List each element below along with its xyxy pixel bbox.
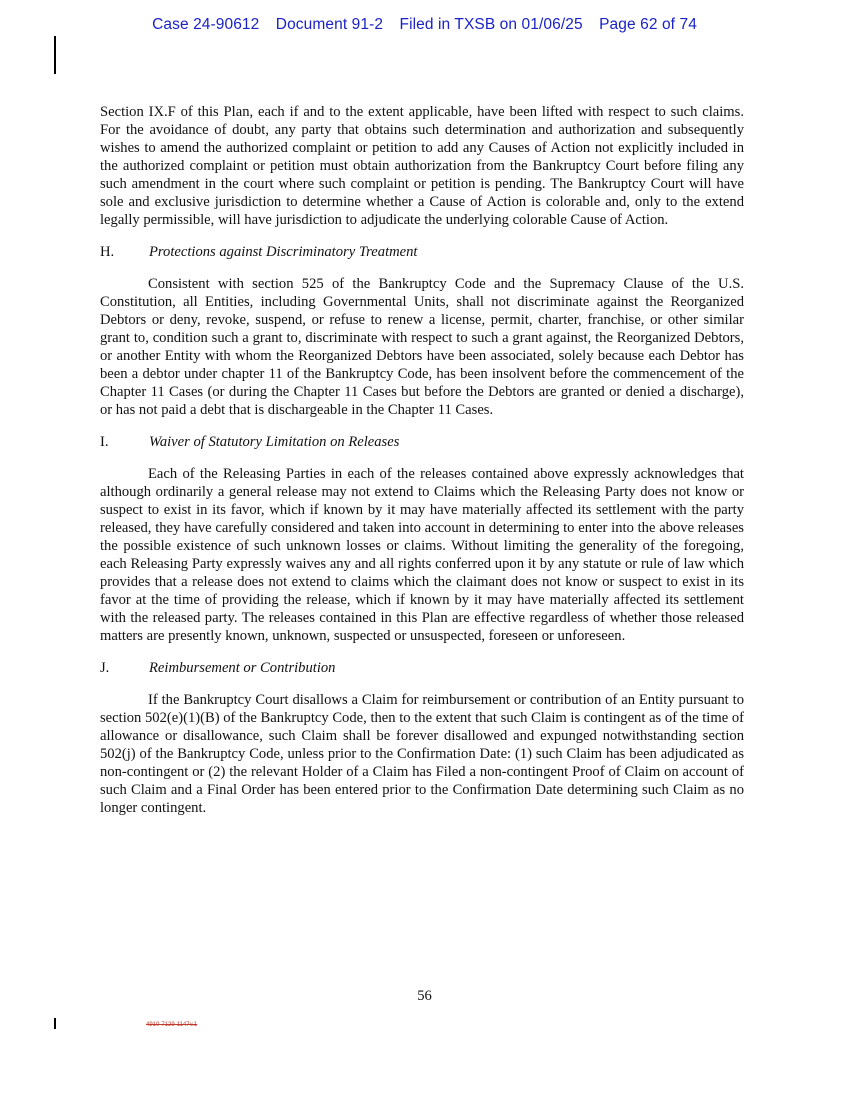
page-number: 56	[417, 988, 432, 1004]
section-paragraph-h: Consistent with section 525 of the Bankruptcy Code and the Supremacy Clause of the U.S. Constitution, all Entities, including Governmental Units, shall not discriminate against the Reorganized Debtors or deny, revoke, suspend, or refuse to renew a license, permit, charter, franchise, or other similar grant to, condition such a grant to, discriminate with respect to such a grant against, the Reorganized Debtors, or another Entity with whom the Reorganized Debtors have been associated, solely because each Debtor has been a debtor under chapter 11 of the Bankruptcy Code, has been insolvent before the commencement of the Chapter 11 Cases (or during the Chapter 11 Cases but before the Debtors are granted or denied a discharge), or has not paid a debt that is dischargeable in the Chapter 11 Cases.	[100, 276, 744, 418]
document-id: 4910-7129-1147v.1	[146, 1022, 198, 1028]
section-letter: H.	[100, 244, 115, 260]
intro-paragraph: Section IX.F of this Plan, each if and to the extent applicable, have been lifted with respect to such claims. For the avoidance of doubt, any party that obtains such determination and authorization and subsequently wishes to amend the authorized complaint or petition to add any Causes of Action not explicitly included in the authorized complaint or petition must obtain authorization from the Bankruptcy Court before filing any such amendment in the court where such complaint or petition is pending. The Bankruptcy Court will have sole and exclusive jurisdiction to determine whether a Cause of Action is colorable and, only to the extend legally permissible, will have jurisdiction to adjudicate the underlying colorable Cause of Action.	[100, 104, 744, 228]
filed-date: Filed in TXSB on 01/06/25	[399, 16, 583, 33]
section-heading-j	[100, 659, 744, 677]
revision-change-bar	[54, 36, 56, 74]
section-title: Reimbursement or Contribution	[149, 660, 336, 676]
page-of-total: Page 62 of 74	[599, 16, 697, 33]
filing-header	[0, 16, 849, 34]
section-heading-i	[100, 433, 744, 451]
section-title: Protections against Discriminatory Treatment	[149, 244, 418, 260]
document-body	[100, 103, 744, 831]
section-letter: J.	[100, 660, 110, 676]
section-letter: I.	[100, 434, 109, 450]
document-number: Document 91-2	[275, 16, 384, 33]
section-heading-h	[100, 243, 744, 261]
case-number: Case 24-90612	[152, 16, 260, 33]
revision-change-bar-footer	[54, 1018, 56, 1029]
section-paragraph-j: If the Bankruptcy Court disallows a Claim for reimbursement or contribution of an Entity pursuant to section 502(e)(1)(B) of the Bankruptcy Code, then to the extent that such Claim is contingent as of the time of allowance or disallowance, such Claim shall be forever disallowed and expunged notwithstanding section 502(j) of the Bankruptcy Code, unless prior to the Confirmation Date: (1) such Claim has been adjudicated as non-contingent or (2) the relevant Holder of a Claim has Filed a non-contingent Proof of Claim on account of such Claim and a Final Order has been entered prior to the Confirmation Date determining such Claim as no longer contingent.	[100, 692, 744, 816]
section-paragraph-i: Each of the Releasing Parties in each of the releases contained above expressly acknowledges that although ordinarily a general release may not extend to Claims which the Releasing Party does not know or suspect to exist in its favor, which if known by it may have materially affected its settlement with the party released, they have carefully considered and taken into account in determining to enter into the above releases the possible existence of such unknown losses or claims. Without limiting the generality of the foregoing, each Releasing Party expressly waives any and all rights conferred upon it by any statute or rule of law which provides that a release does not extend to claims which the claimant does not know or suspect to exist in its favor at the time of providing the release, which if known by it may have materially affected its settlement with the released party. The releases contained in this Plan are effective regardless of whether those released matters are presently known, unknown, suspected or unsuspected, foreseen or unforeseen.	[100, 466, 744, 644]
section-title: Waiver of Statutory Limitation on Releases	[149, 434, 400, 450]
